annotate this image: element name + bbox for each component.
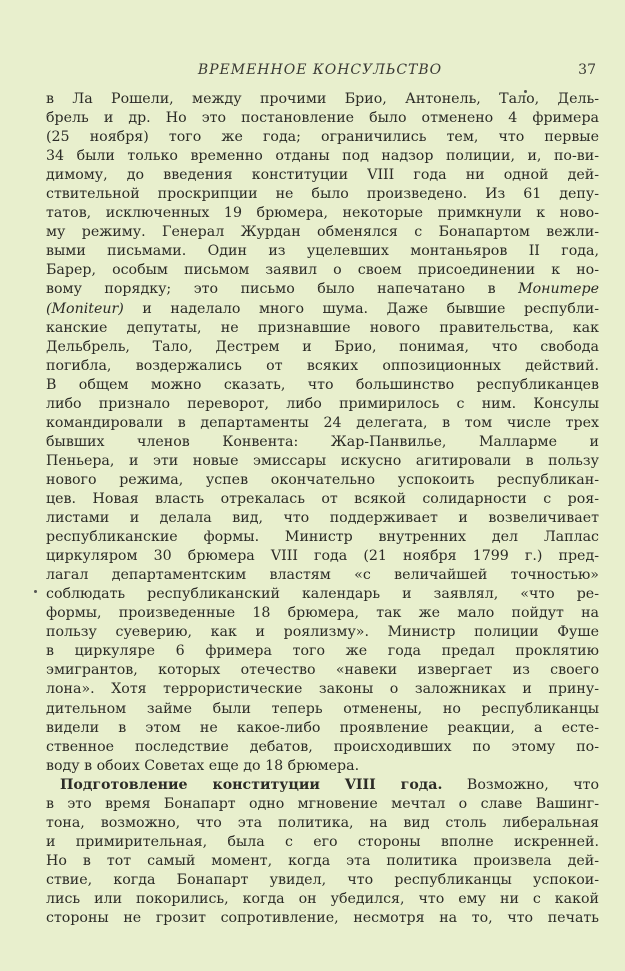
text-line: брель и др. Но это постановление было отменено 4 фримера xyxy=(46,110,599,127)
italic-text: Монитере xyxy=(518,281,599,298)
text-line: лагал департаментским властям «с величайшей точностью» xyxy=(46,567,599,584)
text-line: Барер, особым письмом заявил о своем присоединении к но- xyxy=(46,262,599,279)
text-segment: вому порядку; это письмо было напечатано в xyxy=(46,281,519,298)
text-line: В общем можно сказать, что большинство республиканцев xyxy=(46,376,599,393)
text-line: димому, до введения конституции VIII года ни одной дей- xyxy=(46,167,599,184)
text-line: (25 ноября) того же года; ограничились тем, что первые xyxy=(46,129,599,146)
text-line: ствие, когда Бонапарт увидел, что республиканцы успокои- xyxy=(46,871,599,888)
page-number: 37 xyxy=(578,62,596,78)
text-line: формы, произведенные 18 брюмера, так же мало пойдут на xyxy=(46,605,599,622)
text-line: видели в этом не какое-либо проявление реакции, а есте- xyxy=(46,719,599,736)
text-line: ственное последствие дебатов, происходивших по этому по- xyxy=(46,738,599,755)
text-line: пользу суеверию, как и роялизму». Министр полиции Фуше xyxy=(46,624,599,641)
text-line: соблюдать республиканский календарь и заявлял, «что ре- xyxy=(46,586,599,603)
text-line: листами и делала вид, что поддерживает и возвеличивает xyxy=(46,510,599,527)
text-line: дительном займе были теперь отменены, но республиканцы xyxy=(46,700,599,717)
text-line xyxy=(46,300,599,319)
text-line: бывших членов Конвента: Жар-Панвилье, Малларме и xyxy=(46,433,599,450)
text-line: канские депутаты, не признавшие нового правительства, как xyxy=(46,319,599,336)
text-line: циркуляром 30 брюмера VIII года (21 ноября 1799 г.) пред- xyxy=(46,548,599,565)
text-line: му режиму. Генерал Журдан обменялся с Бонапартом вежли- xyxy=(46,224,599,241)
print-speck xyxy=(34,590,37,593)
text-line: татов, исключенных 19 брюмера, некоторые примкнули к ново- xyxy=(46,205,599,222)
italic-text: (Moniteur) xyxy=(46,300,124,317)
text-line: нового режима, успев окончательно успокоить республикан- xyxy=(46,471,599,488)
text-line: 34 были только временно отданы под надзор полиции, и, по-ви- xyxy=(46,148,599,165)
text-line xyxy=(46,280,599,299)
text-line: Дельбрель, Тало, Дестрем и Брио, понимая, что свобода xyxy=(46,338,599,355)
text-line: либо признало переворот, либо примирилось с ним. Консулы xyxy=(46,395,599,412)
text-line: и примирительная, была с его стороны вполне искренней. xyxy=(46,833,599,850)
text-line xyxy=(46,776,599,795)
text-line: в циркуляре 6 фримера того же года предал проклятию xyxy=(46,643,599,660)
text-line: в это время Бонапарт одно мгновение мечтал о славе Вашинг- xyxy=(46,795,599,812)
text-segment: Возможно, что xyxy=(442,776,599,793)
section-heading: Подготовление конституции VIII года. xyxy=(60,776,443,793)
text-line: цев. Новая власть отрекалась от всякой солидарности с роя- xyxy=(46,490,599,507)
text-line: республиканские формы. Министр внутренних дел Лаплас xyxy=(46,529,599,546)
text-line: погибла, воздержались от всяких оппозиционных действий. xyxy=(46,357,599,374)
text-line: командировали в департаменты 24 делегата, в том числе трех xyxy=(46,414,599,431)
text-line: лона». Хотя террористические законы о заложниках и прину- xyxy=(46,681,599,698)
text-line: лись или покорились, когда он убедился, что ему ни с какой xyxy=(46,890,599,907)
text-line: выми письмами. Один из уцелевших монтаньяров II года, xyxy=(46,243,599,260)
page-header xyxy=(40,62,600,82)
text-line: в Ла Рошели, между прочими Брио, Антонель, Тало, Дель- xyxy=(46,91,599,107)
text-line: воду в обоих Советах еще до 18 брюмера. xyxy=(46,757,360,774)
text-line: Пеньера, и эти новые эмиссары искусно агитировали в пользу xyxy=(46,452,599,469)
text-line: стороны не грозит сопротивление, несмотря на то, что печать xyxy=(46,910,599,927)
text-line: ствительной проскрипции не было произведено. Из 61 депу- xyxy=(46,186,599,203)
body-text xyxy=(46,90,599,928)
running-title: ВРЕМЕННОЕ КОНСУЛЬСТВО xyxy=(197,62,443,78)
text-line: тона, возможно, что эта политика, на вид столь либеральная xyxy=(46,814,599,831)
text-line: Но в тот самый момент, когда эта политика произвела дей- xyxy=(46,852,599,869)
text-segment: и наделало много шума. Даже бывшие республи- xyxy=(123,300,599,317)
text-line: эмигрантов, которых отечество «навеки извергает из своего xyxy=(46,662,599,679)
